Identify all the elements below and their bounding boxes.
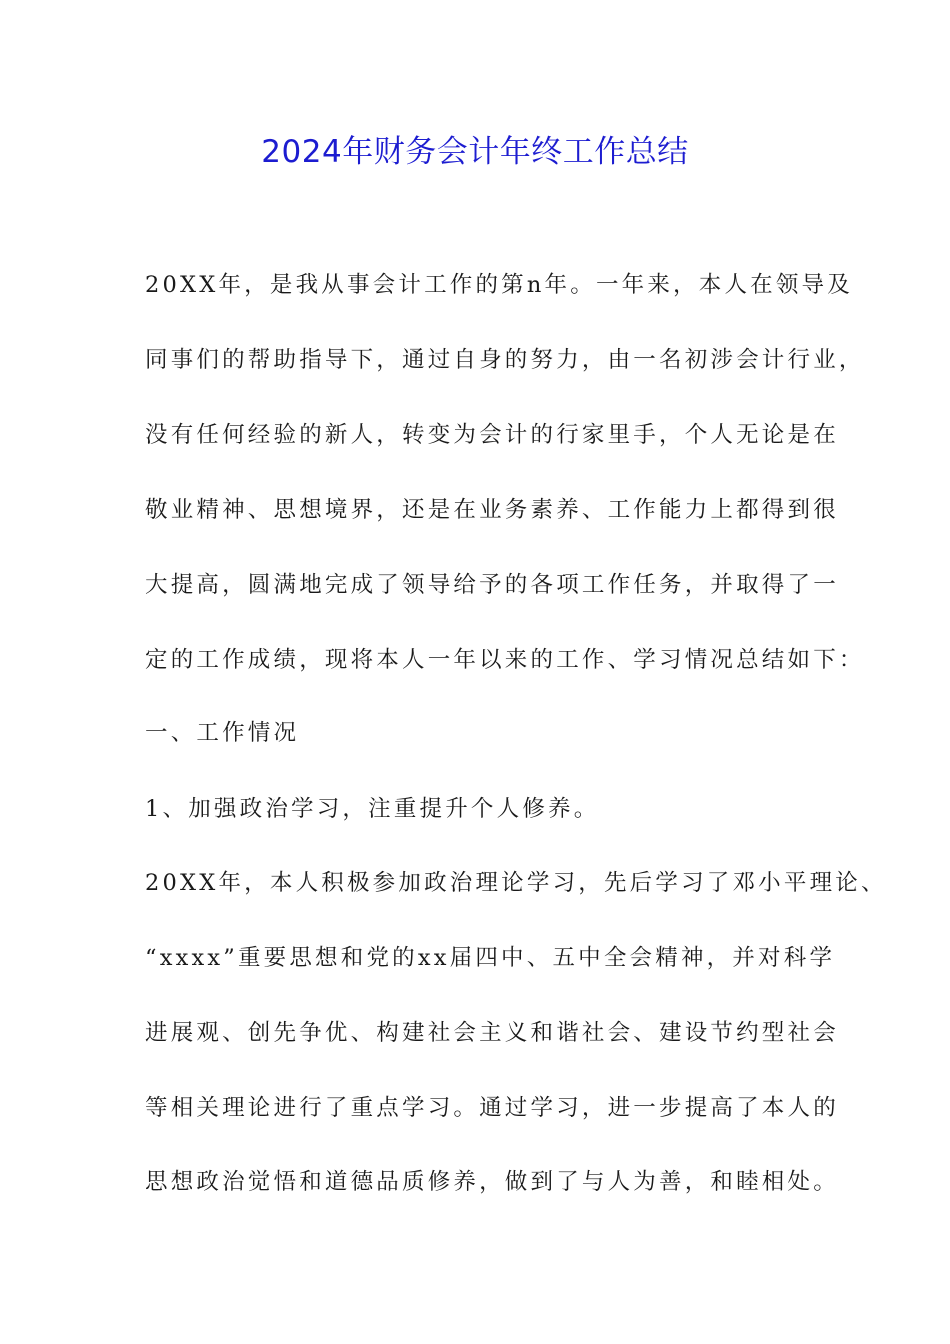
paragraph-line: 20XX年，本人积极参加政治理论学习，先后学习了邓小平理论、 [145, 870, 887, 896]
paragraph-line: 大提高，圆满地完成了领导给予的各项工作任务，并取得了一 [145, 572, 839, 598]
paragraph-line: 进展观、创先争优、构建社会主义和谐社会、建设节约型社会 [145, 1020, 839, 1046]
paragraph-line: 同事们的帮助指导下，通过自身的努力，由一名初涉会计行业， [145, 347, 865, 373]
subsection-heading: 1、加强政治学习，注重提升个人修养。 [145, 796, 600, 822]
paragraph-line: 20XX年，是我从事会计工作的第n年。一年来，本人在领导及 [145, 272, 853, 298]
paragraph-line: 思想政治觉悟和道德品质修养，做到了与人为善，和睦相处。 [145, 1169, 839, 1195]
section-heading: 一、工作情况 [145, 720, 300, 746]
paragraph-line: 敬业精神、思想境界，还是在业务素养、工作能力上都得到很 [145, 497, 839, 523]
document-title: 2024年财务会计年终工作总结 [261, 134, 689, 170]
paragraph-line: 等相关理论进行了重点学习。通过学习，进一步提高了本人的 [145, 1095, 839, 1121]
paragraph-line: 没有任何经验的新人，转变为会计的行家里手，个人无论是在 [145, 422, 839, 448]
paragraph-line: “xxxx”重要思想和党的xx届四中、五中全会精神，并对科学 [145, 945, 836, 971]
paragraph-line: 定的工作成绩，现将本人一年以来的工作、学习情况总结如下： [145, 647, 865, 673]
